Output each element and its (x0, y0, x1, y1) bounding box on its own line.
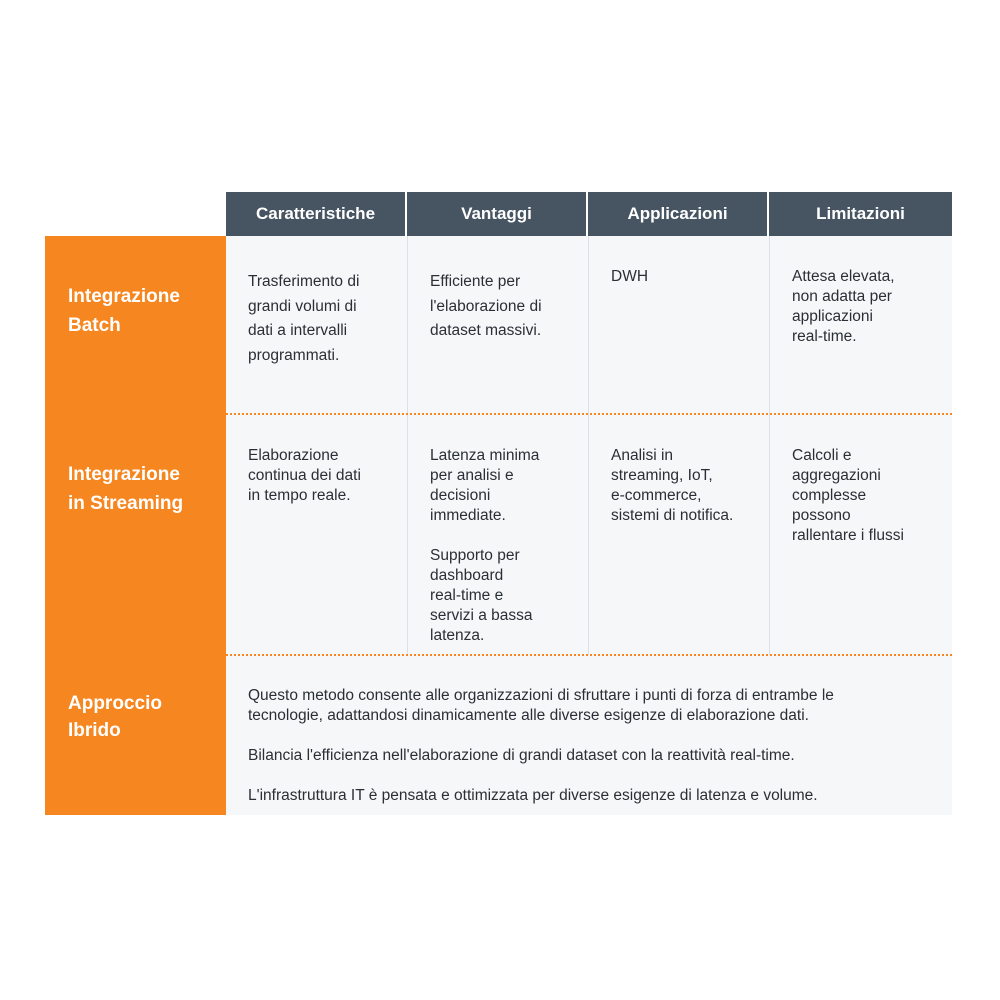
cell-streaming-vantaggi: Latenza minima per analisi e decisioni immediate. Supporto per dashboard real-time e servizi a bassa latenza. (430, 447, 540, 644)
row-label-streaming: Integrazione in Streaming (45, 414, 226, 655)
row-divider (45, 413, 952, 415)
row-label-ibrido: Approccio Ibrido (45, 655, 226, 815)
column-divider (588, 236, 589, 655)
ibrido-paragraph: Bilancia l'efficienza nell'elaborazione di grandi dataset con la reattività real-time. (248, 747, 795, 764)
cell-batch-applicazioni: DWH (611, 268, 649, 285)
row-divider (45, 654, 952, 656)
ibrido-paragraph: Questo metodo consente alle organizzazioni di sfruttare i punti di forza di entrambe le tecnologie, adattandosi dinamicamente alle diverse esigenze di elaborazione dati. (248, 687, 834, 724)
cell-ibrido-description (248, 686, 948, 806)
cell-streaming-applicazioni: Analisi in streaming, IoT, e-commerce, sistemi di notifica. (611, 447, 734, 524)
header-limitazioni: Limitazioni (769, 192, 952, 236)
ibrido-paragraph: L'infrastruttura IT è pensata e ottimizzata per diverse esigenze di latenza e volume. (248, 787, 818, 804)
header-vantaggi: Vantaggi (407, 192, 588, 236)
header-applicazioni: Applicazioni (588, 192, 769, 236)
column-divider (407, 236, 408, 655)
cell-batch-limitazioni: Attesa elevata, non adatta per applicazioni real-time. (792, 268, 895, 345)
cell-streaming-caratteristiche: Elaborazione continua dei dati in tempo reale. (248, 447, 361, 504)
row-label-batch: Integrazione Batch (45, 236, 226, 414)
cell-batch-vantaggi: Efficiente per l'elaborazione di dataset massivi. (430, 273, 542, 339)
cell-batch-caratteristiche: Trasferimento di grandi volumi di dati a intervalli programmati. (248, 273, 360, 364)
cell-streaming-limitazioni: Calcoli e aggregazioni complesse possono rallentare i flussi (792, 447, 904, 544)
column-divider (769, 236, 770, 655)
header-caratteristiche: Caratteristiche (226, 192, 407, 236)
